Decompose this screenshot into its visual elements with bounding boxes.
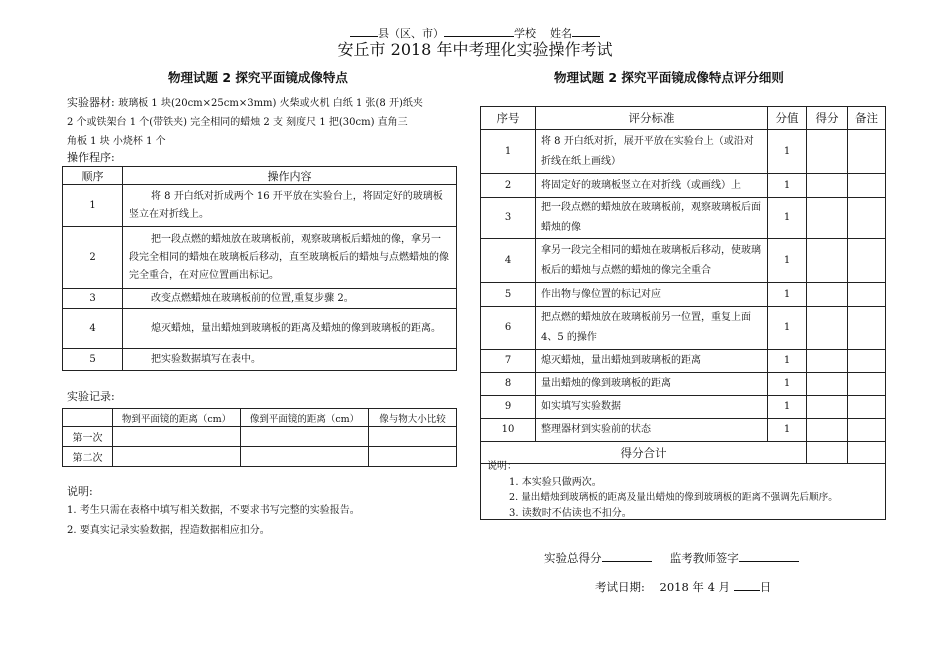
score-row-points: 1 <box>768 350 807 373</box>
left-note-item: 2. 要真实记录实验数据，捏造数据相应扣分。 <box>67 525 270 536</box>
score-row-score-cell[interactable] <box>807 350 848 373</box>
score-header-points: 分值 <box>768 107 807 130</box>
record-cell-size-compare[interactable] <box>369 447 457 467</box>
score-row-score-cell[interactable] <box>807 373 848 396</box>
procedure-row-content: 把实验数据填写在表中。 <box>123 349 457 371</box>
score-row <box>481 350 886 373</box>
right-note-item: 2. 量出蜡烛到玻璃板的距离及量出蜡烛的像到玻璃板的距离不强调先后顺序。 <box>509 492 838 503</box>
score-row-no: 1 <box>481 130 536 174</box>
procedure-header-order: 顺序 <box>63 167 123 185</box>
score-row-remarks-cell[interactable] <box>848 283 886 307</box>
score-row <box>481 239 886 283</box>
score-row-criteria: 将 8 开白纸对折，展开平放在实验台上（或沿对折线在纸上画线） <box>536 130 768 174</box>
record-row-label: 第一次 <box>63 427 113 447</box>
equipment-line-3: 角板 1 块 小烧杯 1 个 <box>67 136 166 147</box>
score-row <box>481 396 886 419</box>
score-row-criteria: 熄灭蜡烛，量出蜡烛到玻璃板的距离 <box>536 350 768 373</box>
procedure-label: 操作程序: <box>67 151 115 164</box>
score-row-points: 1 <box>768 198 807 239</box>
score-row-points: 1 <box>768 283 807 307</box>
score-header-criteria: 评分标准 <box>536 107 768 130</box>
exam-day-blank[interactable] <box>734 579 760 591</box>
procedure-row-no: 4 <box>63 309 123 349</box>
record-header-object-distance: 物到平面镜的距离（cm） <box>113 409 241 427</box>
teacher-sign-label: 监考教师签字 <box>669 551 739 565</box>
signature-line <box>544 549 799 568</box>
score-row-points: 1 <box>768 307 807 350</box>
score-row-points: 1 <box>768 419 807 442</box>
score-row-remarks-cell[interactable] <box>848 239 886 283</box>
scoring-table <box>480 106 886 464</box>
county-label: 县（区、市） <box>378 27 444 40</box>
procedure-row-content: 将 8 开白纸对折成两个 16 开平放在实验台上，将固定好的玻璃板竖立在对折线上。 <box>123 185 457 227</box>
score-row-points: 1 <box>768 174 807 198</box>
score-total-label: 得分合计 <box>481 442 807 464</box>
score-row-remarks-cell[interactable] <box>848 307 886 350</box>
score-row-no: 6 <box>481 307 536 350</box>
score-row-points: 1 <box>768 130 807 174</box>
record-row <box>63 447 457 467</box>
score-row-criteria: 量出蜡烛的像到玻璃板的距离 <box>536 373 768 396</box>
score-row-no: 2 <box>481 174 536 198</box>
score-row-score-cell[interactable] <box>807 419 848 442</box>
record-cell-size-compare[interactable] <box>369 427 457 447</box>
score-row <box>481 130 886 174</box>
equipment-line-1: 玻璃板 1 块(20cm×25cm×3mm) 火柴或火机 白纸 1 张(8 开)纸夹 <box>118 98 423 109</box>
score-row-score-cell[interactable] <box>807 396 848 419</box>
score-row-points: 1 <box>768 396 807 419</box>
record-header-image-distance: 像到平面镜的距离（cm） <box>241 409 369 427</box>
procedure-table <box>62 166 457 371</box>
record-label: 实验记录: <box>67 390 115 403</box>
score-row-score-cell[interactable] <box>807 174 848 198</box>
score-row-remarks-cell[interactable] <box>848 396 886 419</box>
score-row-score-cell[interactable] <box>807 307 848 350</box>
score-row <box>481 419 886 442</box>
record-cell-object-distance[interactable] <box>113 447 241 467</box>
score-row-criteria: 如实填写实验数据 <box>536 396 768 419</box>
score-row-score-cell[interactable] <box>807 283 848 307</box>
record-row <box>63 427 457 447</box>
score-row-remarks-cell[interactable] <box>848 198 886 239</box>
total-score-label: 实验总得分 <box>544 551 602 565</box>
equipment-line-2: 2 个或铁架台 1 个(带铁夹) 完全相同的蜡烛 2 支 刻度尺 1 把(30cm) 直角三 <box>67 117 408 128</box>
record-cell-object-distance[interactable] <box>113 427 241 447</box>
score-row-no: 8 <box>481 373 536 396</box>
county-blank[interactable] <box>350 27 378 37</box>
right-notes-box <box>480 458 886 520</box>
score-row-score-cell[interactable] <box>807 130 848 174</box>
score-row-criteria: 把点燃的蜡烛放在玻璃板前另一位置，重复上面 4、5 的操作 <box>536 307 768 350</box>
left-note-item: 1. 考生只需在表格中填写相关数据，不要求书写完整的实验报告。 <box>67 505 360 516</box>
right-note-item: 1. 本实验只做两次。 <box>509 476 602 488</box>
school-label: 学校 <box>514 27 536 40</box>
score-row-criteria: 把一段点燃的蜡烛放在玻璃板前，观察玻璃板后面蜡烛的像 <box>536 198 768 239</box>
left-notes <box>67 501 462 541</box>
score-row-no: 3 <box>481 198 536 239</box>
procedure-row-no: 5 <box>63 349 123 371</box>
procedure-row-content: 把一段点燃的蜡烛放在玻璃板前，观察玻璃板后蜡烛的像，拿另一段完全相同的蜡烛在玻璃板后移动，直至玻璃板后的蜡烛与点燃蜡烛的像完全重合，在对应位置画出标记。 <box>123 227 457 289</box>
right-note-item: 3. 读数时不估读也不扣分。 <box>509 507 632 519</box>
teacher-sign-blank[interactable] <box>739 550 799 562</box>
record-header-size-compare: 像与物大小比较 <box>369 409 457 427</box>
score-row-remarks-cell[interactable] <box>848 174 886 198</box>
left-section-title: 物理试题 2 探究平面镜成像特点 <box>168 70 348 85</box>
score-row-no: 4 <box>481 239 536 283</box>
score-row-no: 5 <box>481 283 536 307</box>
exam-day-label: 日 <box>759 580 772 594</box>
procedure-row <box>63 289 457 309</box>
score-row <box>481 373 886 396</box>
score-row-score-cell[interactable] <box>807 198 848 239</box>
score-row-points: 1 <box>768 373 807 396</box>
name-blank[interactable] <box>572 27 600 37</box>
exam-date-line <box>595 578 771 597</box>
record-header-blank <box>63 409 113 427</box>
procedure-row-no: 2 <box>63 227 123 289</box>
score-row-score-cell[interactable] <box>807 239 848 283</box>
score-row <box>481 283 886 307</box>
score-row <box>481 174 886 198</box>
right-section-title: 物理试题 2 探究平面镜成像特点评分细则 <box>554 70 784 85</box>
record-cell-image-distance[interactable] <box>241 447 369 467</box>
score-row-criteria: 整理器材到实验前的状态 <box>536 419 768 442</box>
exam-date-label: 考试日期: <box>595 580 645 594</box>
record-table <box>62 408 457 467</box>
score-header-remarks: 备注 <box>848 107 886 130</box>
procedure-row <box>63 309 457 349</box>
procedure-row <box>63 185 457 227</box>
right-notes-label: 说明： <box>487 461 517 472</box>
score-row <box>481 198 886 239</box>
score-row-no: 9 <box>481 396 536 419</box>
score-row <box>481 307 886 350</box>
score-row-criteria: 拿另一段完全相同的蜡烛在玻璃板后移动，使玻璃板后的蜡烛与点燃的蜡烛的像完全重合 <box>536 239 768 283</box>
score-row-points: 1 <box>768 239 807 283</box>
procedure-row-content: 熄灭蜡烛，量出蜡烛到玻璃板的距离及蜡烛的像到玻璃板的距离。 <box>123 309 457 349</box>
equipment-label: 实验器材: <box>67 96 115 109</box>
score-header-score: 得分 <box>807 107 848 130</box>
exam-date-value: 2018 年 4 月 <box>659 580 731 594</box>
score-row-remarks-cell[interactable] <box>848 419 886 442</box>
score-row-remarks-cell[interactable] <box>848 373 886 396</box>
record-cell-image-distance[interactable] <box>241 427 369 447</box>
procedure-row-content: 改变点燃蜡烛在玻璃板前的位置,重复步骤 2。 <box>123 289 457 309</box>
record-row-label: 第二次 <box>63 447 113 467</box>
procedure-row <box>63 349 457 371</box>
score-row-no: 10 <box>481 419 536 442</box>
page-title: 安丘市 2018 年中考理化实验操作考试 <box>337 40 613 59</box>
score-row-criteria: 将固定好的玻璃板竖立在对折线（或画线）上 <box>536 174 768 198</box>
equipment-block <box>67 93 462 151</box>
school-blank[interactable] <box>444 27 514 37</box>
name-label: 姓名 <box>550 27 572 40</box>
score-row-remarks-cell[interactable] <box>848 350 886 373</box>
left-notes-label: 说明: <box>67 485 93 498</box>
score-row-no: 7 <box>481 350 536 373</box>
procedure-row <box>63 227 457 289</box>
score-row-criteria: 作出物与像位置的标记对应 <box>536 283 768 307</box>
procedure-row-no: 1 <box>63 185 123 227</box>
score-row-remarks-cell[interactable] <box>848 130 886 174</box>
procedure-row-no: 3 <box>63 289 123 309</box>
procedure-header-content: 操作内容 <box>123 167 457 185</box>
score-header-no: 序号 <box>481 107 536 130</box>
total-score-blank[interactable] <box>602 550 652 562</box>
